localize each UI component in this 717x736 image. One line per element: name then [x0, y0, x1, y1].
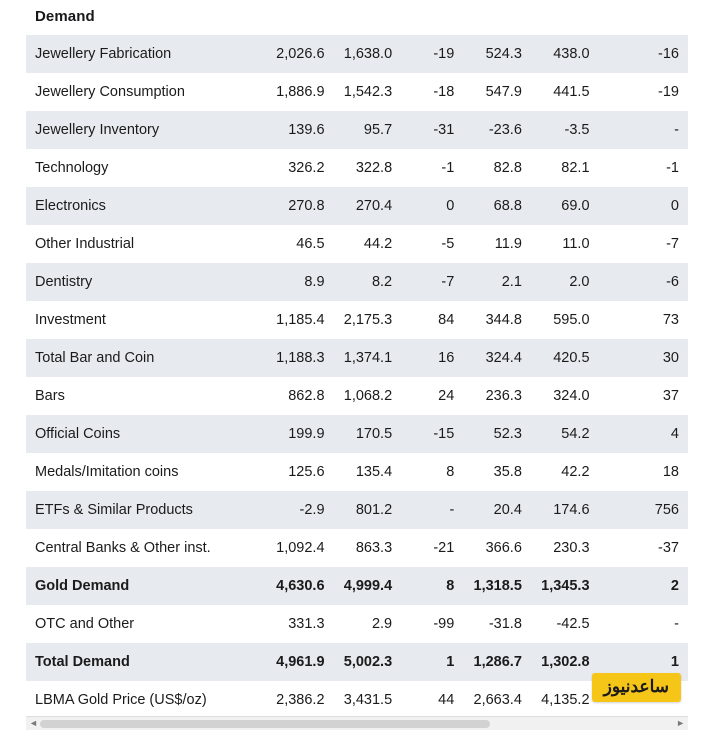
row-label: Investment	[26, 301, 266, 339]
row-value: 230.3	[531, 529, 599, 567]
row-value: 135.4	[334, 453, 402, 491]
row-value: 236.3	[463, 377, 531, 415]
row-value: -31.8	[463, 605, 531, 643]
row-value: 42.2	[531, 453, 599, 491]
row-value: 170.5	[334, 415, 402, 453]
row-value: 37	[599, 377, 688, 415]
row-value: 324.4	[463, 339, 531, 377]
row-value: 82.8	[463, 149, 531, 187]
row-label: Jewellery Consumption	[26, 73, 266, 111]
row-label: Total Demand	[26, 643, 266, 681]
row-value: 2,386.2	[266, 681, 334, 719]
row-label: Technology	[26, 149, 266, 187]
row-value: 2.1	[463, 263, 531, 301]
row-value: 366.6	[463, 529, 531, 567]
table-row	[26, 187, 688, 225]
row-value: 174.6	[531, 491, 599, 529]
row-value: 68.8	[463, 187, 531, 225]
row-value: 69.0	[531, 187, 599, 225]
table-row	[26, 567, 688, 605]
table-row	[26, 111, 688, 149]
row-value: 0	[401, 187, 463, 225]
row-value: -16	[599, 35, 688, 73]
row-value: 1,286.7	[463, 643, 531, 681]
row-value: 801.2	[334, 491, 402, 529]
row-value: 324.0	[531, 377, 599, 415]
row-value: -19	[599, 73, 688, 111]
scroll-right-arrow-icon[interactable]: ►	[676, 718, 685, 728]
row-value: 73	[599, 301, 688, 339]
row-value: 1,886.9	[266, 73, 334, 111]
row-value: 326.2	[266, 149, 334, 187]
row-value: 4,630.6	[266, 567, 334, 605]
table-row	[26, 73, 688, 111]
row-value: 8	[401, 453, 463, 491]
row-value: 1	[401, 643, 463, 681]
scrollbar-thumb[interactable]	[40, 720, 490, 728]
row-value: 52.3	[463, 415, 531, 453]
table-row	[26, 529, 688, 567]
row-value: 95.7	[334, 111, 402, 149]
table-row	[26, 415, 688, 453]
row-value: -1	[401, 149, 463, 187]
row-value: -23.6	[463, 111, 531, 149]
row-value: 4,999.4	[334, 567, 402, 605]
scroll-left-arrow-icon[interactable]: ◄	[29, 718, 38, 728]
row-value: 84	[401, 301, 463, 339]
row-value: -1	[599, 149, 688, 187]
row-value: 524.3	[463, 35, 531, 73]
table-row	[26, 453, 688, 491]
row-value: 82.1	[531, 149, 599, 187]
row-value: 54.2	[531, 415, 599, 453]
table-row	[26, 377, 688, 415]
row-label: Central Banks & Other inst.	[26, 529, 266, 567]
row-value: 20.4	[463, 491, 531, 529]
table-row	[26, 301, 688, 339]
table-row	[26, 491, 688, 529]
row-label: Bars	[26, 377, 266, 415]
row-value: 2,175.3	[334, 301, 402, 339]
row-label: Other Industrial	[26, 225, 266, 263]
table-row	[26, 263, 688, 301]
row-value: -21	[401, 529, 463, 567]
row-value: 3,431.5	[334, 681, 402, 719]
row-value: 1,345.3	[531, 567, 599, 605]
row-value: 199.9	[266, 415, 334, 453]
table-row	[26, 35, 688, 73]
row-label: Medals/Imitation coins	[26, 453, 266, 491]
row-value: 441.5	[531, 73, 599, 111]
row-value: 1,374.1	[334, 339, 402, 377]
table-row	[26, 643, 688, 681]
row-value: 11.0	[531, 225, 599, 263]
row-value: 46.5	[266, 225, 334, 263]
table-row	[26, 149, 688, 187]
table-row	[26, 605, 688, 643]
row-value: -18	[401, 73, 463, 111]
row-label: ETFs & Similar Products	[26, 491, 266, 529]
row-label: OTC and Other	[26, 605, 266, 643]
section-title: Demand	[35, 8, 95, 25]
row-label: Total Bar and Coin	[26, 339, 266, 377]
row-value: 1,318.5	[463, 567, 531, 605]
row-value: 30	[599, 339, 688, 377]
row-label: Jewellery Inventory	[26, 111, 266, 149]
row-label: Dentistry	[26, 263, 266, 301]
table-row	[26, 225, 688, 263]
row-value: 756	[599, 491, 688, 529]
row-value: 270.8	[266, 187, 334, 225]
row-value: 322.8	[334, 149, 402, 187]
row-value: 2.0	[531, 263, 599, 301]
row-value: 2,026.6	[266, 35, 334, 73]
row-value: -42.5	[531, 605, 599, 643]
row-label: LBMA Gold Price (US$/oz)	[26, 681, 266, 719]
row-value: 1,302.8	[531, 643, 599, 681]
row-value: 2.9	[334, 605, 402, 643]
horizontal-scrollbar[interactable]	[26, 716, 688, 730]
row-value: -3.5	[531, 111, 599, 149]
row-value: 1	[599, 643, 688, 681]
row-value: 125.6	[266, 453, 334, 491]
row-value: 2,663.4	[463, 681, 531, 719]
row-value: 18	[599, 453, 688, 491]
row-value: 4,961.9	[266, 643, 334, 681]
row-value: 1,188.3	[266, 339, 334, 377]
row-value: 438.0	[531, 35, 599, 73]
row-value: 1,638.0	[334, 35, 402, 73]
row-value: 1,185.4	[266, 301, 334, 339]
row-value: 8	[401, 567, 463, 605]
row-label: Jewellery Fabrication	[26, 35, 266, 73]
row-value: -37	[599, 529, 688, 567]
row-value: 331.3	[266, 605, 334, 643]
row-value: 862.8	[266, 377, 334, 415]
row-value: 344.8	[463, 301, 531, 339]
row-value: 420.5	[531, 339, 599, 377]
row-value: 1,092.4	[266, 529, 334, 567]
row-value: 4,135.2	[531, 681, 599, 719]
row-value: 270.4	[334, 187, 402, 225]
row-value: -31	[401, 111, 463, 149]
gold-demand-table	[26, 35, 688, 719]
table-body	[26, 35, 688, 719]
row-value: 4	[599, 415, 688, 453]
row-value: 863.3	[334, 529, 402, 567]
row-value: 1,068.2	[334, 377, 402, 415]
row-value: 16	[401, 339, 463, 377]
row-value: 24	[401, 377, 463, 415]
row-value: -	[599, 605, 688, 643]
row-value: 11.9	[463, 225, 531, 263]
row-value: -2.9	[266, 491, 334, 529]
table-row	[26, 339, 688, 377]
row-value: -7	[599, 225, 688, 263]
row-value: -	[599, 111, 688, 149]
row-value: 8.2	[334, 263, 402, 301]
row-value: -19	[401, 35, 463, 73]
row-value: -15	[401, 415, 463, 453]
row-value: 139.6	[266, 111, 334, 149]
row-value: -99	[401, 605, 463, 643]
row-value: 595.0	[531, 301, 599, 339]
row-value: -7	[401, 263, 463, 301]
row-value: -6	[599, 263, 688, 301]
row-label: Electronics	[26, 187, 266, 225]
row-value: -5	[401, 225, 463, 263]
row-value: 44	[401, 681, 463, 719]
row-value: 5,002.3	[334, 643, 402, 681]
row-value: 44.2	[334, 225, 402, 263]
row-value: 2	[599, 567, 688, 605]
row-value: 547.9	[463, 73, 531, 111]
row-value: 1,542.3	[334, 73, 402, 111]
row-label: Gold Demand	[26, 567, 266, 605]
row-label: Official Coins	[26, 415, 266, 453]
row-value: 35.8	[463, 453, 531, 491]
row-value: -	[401, 491, 463, 529]
table-row	[26, 681, 688, 719]
row-value: 8.9	[266, 263, 334, 301]
row-value: 0	[599, 187, 688, 225]
watermark-badge: ساعدنیوز	[592, 673, 681, 702]
